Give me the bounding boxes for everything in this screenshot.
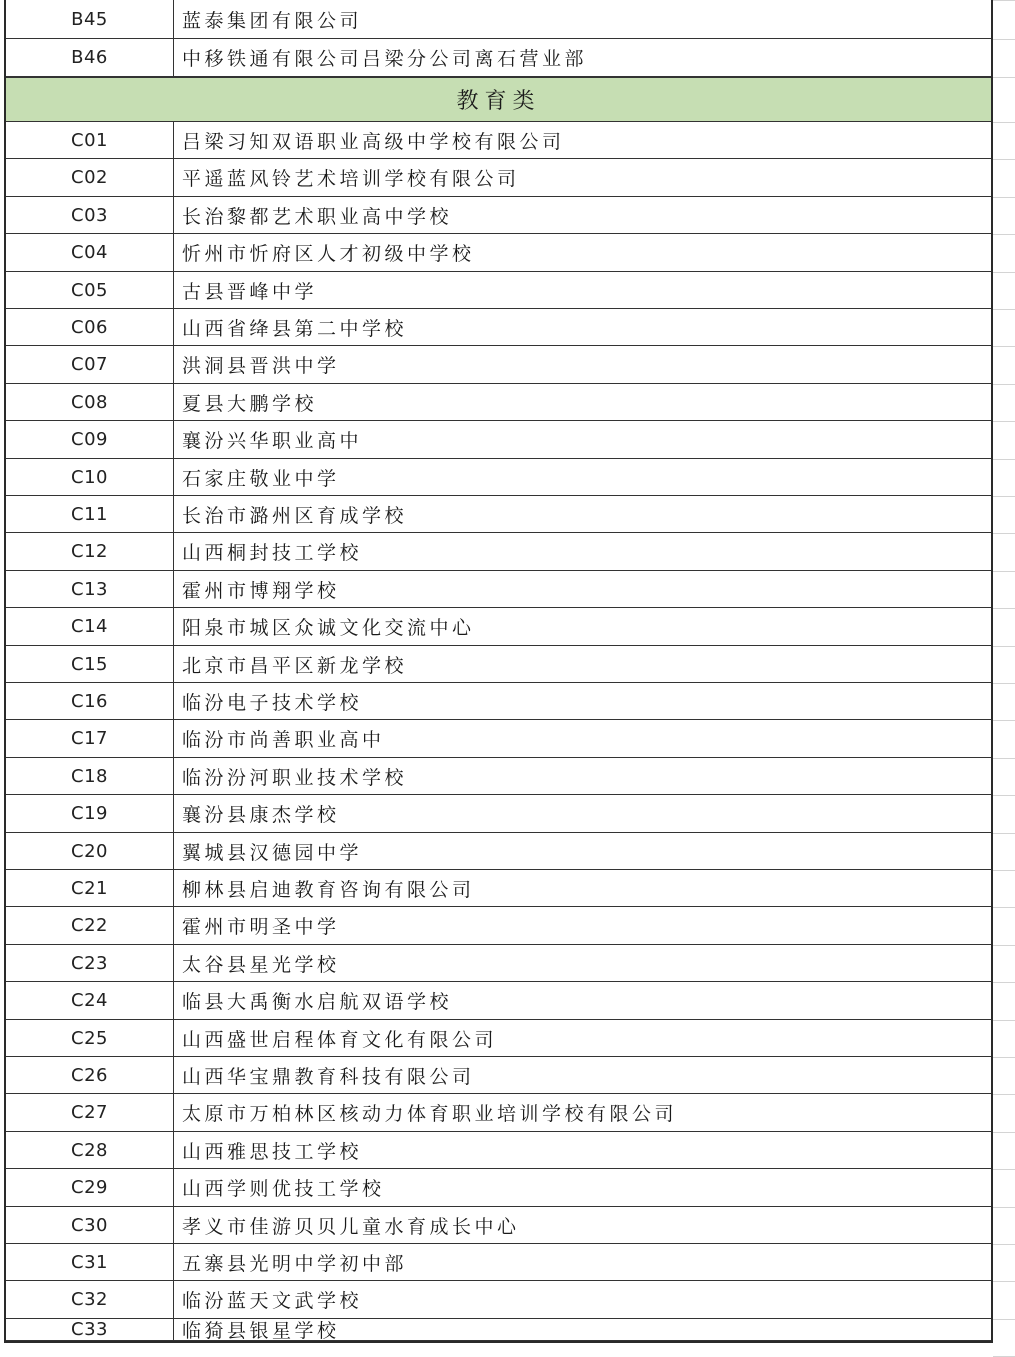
name-cell[interactable]: 长治黎都艺术职业高中学校 (182, 205, 453, 228)
table-row[interactable] (6, 945, 991, 982)
gridline (993, 1169, 1015, 1170)
gridline (993, 159, 1015, 160)
table-row[interactable] (6, 571, 991, 608)
table-row[interactable] (6, 1132, 991, 1169)
table-row[interactable] (6, 496, 991, 533)
table-row[interactable] (6, 907, 991, 945)
gridline (993, 459, 1015, 460)
gridline (993, 421, 1015, 422)
gridline (993, 197, 1015, 198)
name-cell[interactable]: 临汾电子技术学校 (182, 691, 363, 714)
gridline (993, 309, 1015, 310)
code-cell[interactable]: C19 (6, 795, 174, 832)
code-cell[interactable]: C15 (6, 646, 174, 682)
table-row[interactable] (6, 384, 991, 421)
code-cell[interactable]: B46 (6, 39, 174, 76)
gridline (993, 982, 1015, 983)
table-row[interactable] (6, 197, 991, 234)
table-row[interactable] (6, 795, 991, 833)
name-cell[interactable]: 阳泉市城区众诚文化交流中心 (182, 617, 475, 639)
name-cell[interactable]: 太原市万柏林区核动力体育职业培训学校有限公司 (182, 1103, 678, 1125)
table-row[interactable] (6, 982, 991, 1020)
table-row[interactable] (6, 608, 991, 646)
code-cell[interactable]: C04 (6, 234, 174, 271)
empty-adjacent-column (993, 0, 1015, 1349)
table-row[interactable] (6, 1207, 991, 1244)
code-cell[interactable]: C22 (6, 907, 174, 944)
code-cell[interactable]: C26 (6, 1057, 174, 1093)
name-cell[interactable]: 太谷县星光学校 (182, 953, 340, 976)
gridline (993, 1057, 1015, 1058)
name-cell[interactable]: 吕梁习知双语职业高级中学校有限公司 (182, 130, 565, 153)
table-row[interactable] (6, 646, 991, 683)
table-row[interactable] (6, 833, 991, 870)
name-cell[interactable]: 山西桐封技工学校 (182, 542, 363, 564)
table-row[interactable] (6, 272, 991, 309)
category-header: 教育类 (6, 77, 991, 122)
table-row[interactable] (6, 1169, 991, 1207)
table-row[interactable] (6, 870, 991, 907)
gridline (993, 571, 1015, 572)
table-row[interactable] (6, 309, 991, 346)
name-cell[interactable]: 霍州市明圣中学 (182, 916, 340, 938)
table-row[interactable] (6, 1244, 991, 1281)
code-cell[interactable]: C24 (6, 982, 174, 1019)
gridline (993, 77, 1015, 78)
name-cell[interactable]: 临汾蓝天文武学校 (182, 1290, 363, 1312)
table-row[interactable] (6, 0, 991, 39)
code-cell[interactable]: C31 (6, 1244, 174, 1280)
code-cell[interactable]: C10 (6, 459, 174, 495)
name-cell[interactable]: 洪洞县晋洪中学 (182, 355, 340, 377)
code-cell[interactable]: C01 (6, 122, 174, 158)
name-cell[interactable]: 临猗县银星学校 (182, 1320, 340, 1342)
table-row[interactable] (6, 159, 991, 197)
table-row[interactable] (6, 459, 991, 496)
table-row[interactable] (6, 1057, 991, 1094)
name-cell[interactable]: 翼城县汉德园中学 (182, 841, 363, 864)
gridline (993, 1207, 1015, 1208)
name-cell[interactable]: 石家庄敬业中学 (182, 467, 340, 490)
name-cell[interactable]: 蓝泰集团有限公司 (182, 9, 363, 32)
name-cell[interactable]: 山西学则优技工学校 (182, 1178, 385, 1200)
code-cell[interactable]: C27 (6, 1094, 174, 1131)
name-cell[interactable]: 山西盛世启程体育文化有限公司 (182, 1028, 498, 1051)
gridline (993, 533, 1015, 534)
code-cell[interactable]: C23 (6, 945, 174, 981)
gridline (993, 234, 1015, 235)
name-cell[interactable]: 夏县大鹏学校 (182, 392, 318, 415)
gridline (993, 1020, 1015, 1021)
table-row[interactable] (6, 122, 991, 159)
name-cell[interactable]: 襄汾县康杰学校 (182, 804, 340, 826)
spreadsheet-table (4, 0, 993, 1343)
gridline (993, 646, 1015, 647)
gridline (993, 758, 1015, 759)
table-row[interactable] (6, 1094, 991, 1132)
table-row[interactable] (6, 1020, 991, 1057)
gridline (993, 1319, 1015, 1320)
code-cell[interactable]: C29 (6, 1169, 174, 1206)
gridline (993, 608, 1015, 609)
table-row[interactable] (6, 720, 991, 758)
gridline (993, 945, 1015, 946)
name-cell[interactable]: 中移铁通有限公司吕梁分公司离石营业部 (182, 48, 588, 70)
code-cell[interactable]: C18 (6, 758, 174, 794)
code-cell[interactable]: B45 (6, 0, 174, 38)
gridline (993, 39, 1015, 40)
table-row[interactable] (6, 346, 991, 384)
name-cell[interactable]: 柳林县启迪教育咨询有限公司 (182, 878, 475, 901)
name-cell[interactable]: 临汾市尚善职业高中 (182, 729, 385, 751)
code-cell[interactable]: C21 (6, 870, 174, 906)
name-cell[interactable]: 北京市昌平区新龙学校 (182, 654, 408, 677)
code-cell[interactable]: C13 (6, 571, 174, 607)
code-cell[interactable]: C20 (6, 833, 174, 869)
code-cell[interactable]: C07 (6, 346, 174, 383)
table-row[interactable] (6, 533, 991, 571)
name-cell[interactable]: 五寨县光明中学初中部 (182, 1252, 408, 1275)
code-cell[interactable]: C33 (6, 1319, 174, 1340)
code-cell[interactable]: C06 (6, 309, 174, 345)
name-cell[interactable]: 临县大禹衡水启航双语学校 (182, 991, 453, 1013)
gridline (993, 870, 1015, 871)
gridline (993, 384, 1015, 385)
code-cell[interactable]: C30 (6, 1207, 174, 1243)
name-cell[interactable]: 山西华宝鼎教育科技有限公司 (182, 1065, 475, 1088)
table-row[interactable] (6, 758, 991, 795)
name-cell[interactable]: 临汾汾河职业技术学校 (182, 766, 408, 789)
name-cell[interactable]: 平遥蓝风铃艺术培训学校有限公司 (182, 168, 520, 190)
table-row[interactable] (6, 39, 991, 77)
gridline (993, 1094, 1015, 1095)
gridline (993, 346, 1015, 347)
code-cell[interactable]: C11 (6, 496, 174, 532)
gridline (993, 496, 1015, 497)
gridline (993, 720, 1015, 721)
gridline (993, 1132, 1015, 1133)
table-row[interactable] (6, 421, 991, 459)
gridline (993, 122, 1015, 123)
name-cell[interactable]: 霍州市博翔学校 (182, 579, 340, 602)
gridline (993, 1281, 1015, 1282)
code-cell[interactable]: C05 (6, 272, 174, 308)
name-cell[interactable]: 古县晋峰中学 (182, 280, 318, 303)
code-cell[interactable]: C02 (6, 159, 174, 196)
code-cell[interactable]: C14 (6, 608, 174, 645)
name-cell[interactable]: 孝义市佳游贝贝儿童水育成长中心 (182, 1215, 520, 1238)
table-row[interactable] (6, 683, 991, 720)
table-row[interactable] (6, 1281, 991, 1319)
code-cell[interactable]: C08 (6, 384, 174, 420)
table-row[interactable] (6, 1319, 991, 1341)
code-cell[interactable]: C16 (6, 683, 174, 719)
gridline (993, 795, 1015, 796)
name-cell[interactable]: 长治市潞州区育成学校 (182, 504, 408, 527)
gridline (993, 907, 1015, 908)
name-cell[interactable]: 山西省绛县第二中学校 (182, 317, 408, 340)
code-cell[interactable]: C17 (6, 720, 174, 757)
name-cell[interactable]: 山西雅思技工学校 (182, 1140, 363, 1163)
code-cell[interactable]: C09 (6, 421, 174, 458)
code-cell[interactable]: C12 (6, 533, 174, 570)
table-row[interactable] (6, 234, 991, 272)
gridline (993, 1244, 1015, 1245)
code-cell[interactable]: C28 (6, 1132, 174, 1168)
name-cell[interactable]: 襄汾兴华职业高中 (182, 430, 363, 452)
name-cell[interactable]: 忻州市忻府区人才初级中学校 (182, 243, 475, 265)
code-cell[interactable]: C03 (6, 197, 174, 233)
gridline (993, 683, 1015, 684)
code-cell[interactable]: C25 (6, 1020, 174, 1056)
code-cell[interactable]: C32 (6, 1281, 174, 1318)
gridline (993, 272, 1015, 273)
gridline (993, 833, 1015, 834)
gridline (993, 0, 1015, 1)
